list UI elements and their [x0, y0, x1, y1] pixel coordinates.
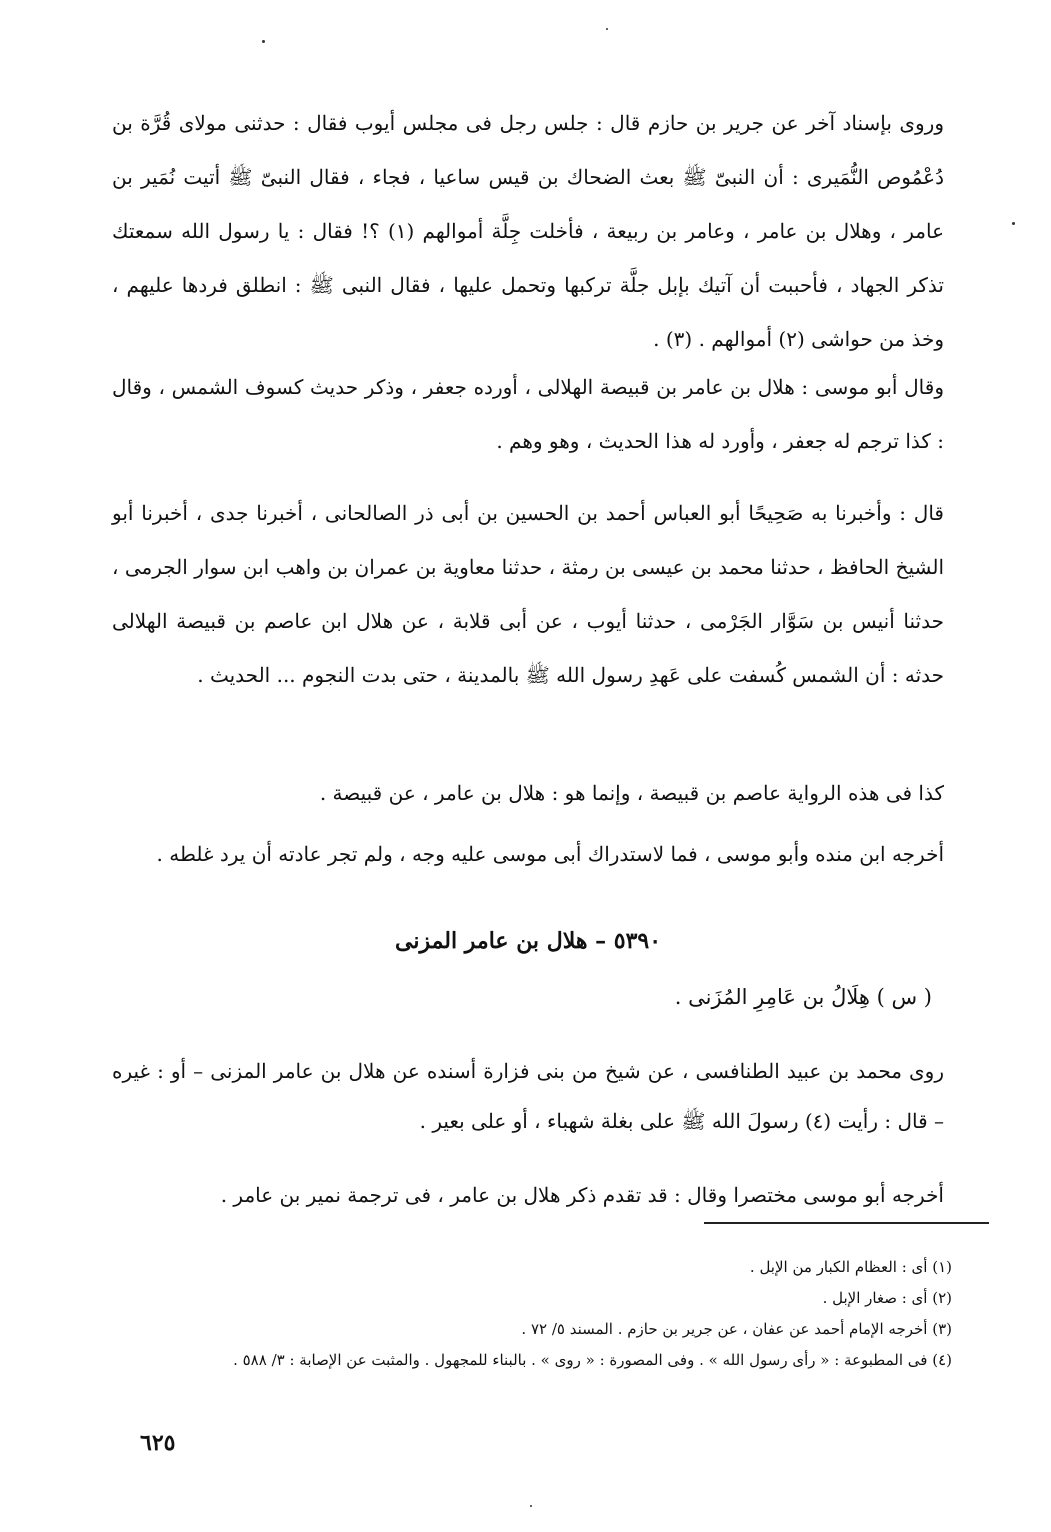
scan-speck	[606, 28, 608, 30]
scan-speck	[1012, 222, 1015, 225]
paragraph-text: قال : وأخبرنا به صَحِيحًا أبو العباس أحمد بن الحسين بن أبى ذر الصالحانى ، أخبرنا جدى ، أخبرنا أبو الشيخ الحافظ ، حدثنا محمد بن عيسى بن رمثة ، حدثنا معاوية بن عمران بن واهب ابن سوار الجرمى ، حدثنا أنيس بن سَوَّار الجَرْمى ، حدثنا أيوب ، عن أبى قلابة ، عن هلال ابن عاصم بن قبيصة الهلالى حدثه : أن الشمس كُسفت على عَهدِ رسول الله ﷺ بالمدينة ، حتى بدت النجوم ... الحديث .	[112, 501, 944, 687]
scan-speck	[530, 1505, 532, 1507]
paragraph-text: كذا فى هذه الرواية عاصم بن قبيصة ، وإنما هو : هلال بن عامر ، عن قبيصة .	[319, 781, 944, 805]
paragraph-entry-narration	[112, 1046, 944, 1146]
paragraph-narration-jarir	[112, 96, 944, 366]
footnote-4: (٤) فى المطبوعة : « رأى رسول الله » . وفى المصورة : « روى » . بالبناء للمجهول . والمثبت عن الإصابة : ٣/ ٥٨٨ .	[233, 1351, 952, 1369]
entry-name-line: ( س ) هِلَالُ بن عَامِرِ المُزَنى .	[674, 985, 932, 1009]
paragraph-entry-takhrij	[112, 1168, 944, 1222]
paragraph-text: أخرجه أبو موسى مختصرا وقال : قد تقدم ذكر هلال بن عامر ، فى ترجمة نمير بن عامر .	[220, 1183, 944, 1207]
footnote-divider	[704, 1222, 989, 1224]
page-number: ٦٢٥	[140, 1430, 176, 1456]
paragraph-text: وروى بإسناد آخر عن جرير بن حازم قال : جلس رجل فى مجلس أيوب فقال : حدثنى مولاى قُرَّة بن دُعْمُوص النُّمَيرى : أن النبىّ ﷺ بعث الضحاك بن قيس ساعيا ، فجاء ، فقال النبىّ ﷺ أتيت نُمَير بن عامر ، وهلال بن عامر ، وعامر بن ربيعة ، فأخلت جِلَّة أموالهم (١) ؟! فقال : يا رسول الله سمعتك تذكر الجهاد ، فأحببت أن آتيك بإبل جلَّة تركبها وتحمل عليها ، فقال النبى ﷺ : انطلق فردها عليهم ، وخذ من حواشى (٢) أموالهم . (٣) .	[112, 111, 944, 351]
paragraph-correction-note	[112, 766, 944, 820]
paragraph-isnad-chain	[112, 486, 944, 702]
footnotes	[112, 1252, 952, 1376]
paragraph-text: أخرجه ابن منده وأبو موسى ، فما لاستدراك أبى موسى عليه وجه ، ولم تجر عادته أن يرد غلطه .	[156, 842, 944, 866]
paragraph-abu-musa-comment	[112, 360, 944, 468]
footnote-1: (١) أى : العظام الكبار من الإبل .	[749, 1258, 952, 1276]
footnote-3: (٣) أخرجه الإمام أحمد عن عفان ، عن جرير بن حازم . المسند ٥/ ٧٢ .	[521, 1320, 952, 1338]
entry-heading: ٥٣٩٠ – هلال بن عامر المزنى	[394, 928, 662, 954]
paragraph-text: روى محمد بن عبيد الطنافسى ، عن شيخ من بنى فزارة أسنده عن هلال بن عامر المزنى – أو : غيره – قال : رأيت (٤) رسولَ الله ﷺ على بغلة شهباء ، أو على بعير .	[112, 1059, 944, 1133]
paragraph-text: وقال أبو موسى : هلال بن عامر بن قبيصة الهلالى ، أورده جعفر ، وذكر حديث كسوف الشمس ، وقال : كذا ترجم له جعفر ، وأورد له هذا الحديث ، وهو وهم .	[112, 375, 944, 453]
scan-speck	[262, 40, 265, 43]
paragraph-takhrij	[112, 830, 944, 878]
footnote-2: (٢) أى : صغار الإبل .	[822, 1289, 952, 1307]
